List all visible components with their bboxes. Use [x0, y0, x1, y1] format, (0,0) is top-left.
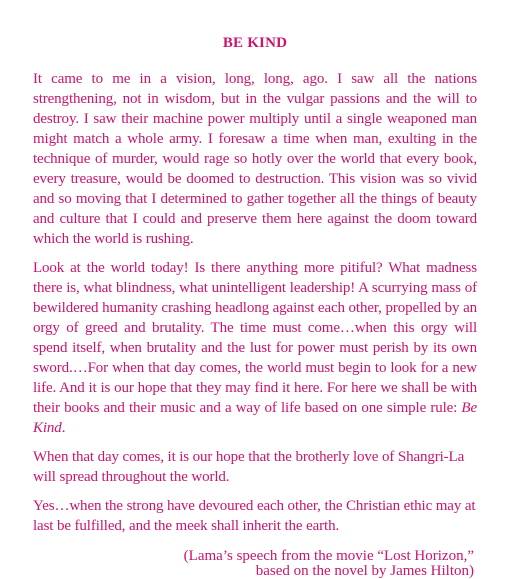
paragraph-world-today-text: Look at the world today! Is there anything more pitiful? What madness there is, what blindness, what unintelligent leadership! A scurrying mass of bewildered humanity crashing headlong against each other, propelled by an orgy of greed and brutality. The time must come…when this orgy will spend itself, when brutality and the lust for power must perish by its own sword.…For when that day comes, the world must begin to look for a new life. And it is our hope that they may find it here. For here we shall be with their books and their music and a way of life based on one simple rule: [33, 260, 477, 416]
paragraph-brotherly-love: When that day comes, it is our hope that the brotherly love of Shangri-La will spread throughout the world. [33, 449, 465, 485]
be-kind-emphasis: Be Kind [33, 400, 477, 436]
attribution-line-1: (Lama’s speech from the movie “Lost Horizon,” [183, 548, 474, 564]
paragraph-world-today-end: . [61, 420, 66, 436]
paragraph-meek: Yes…when the strong have devoured each other, the Christian ethic may at last be fulfilled, and the meek shall inherit the earth. [33, 498, 476, 534]
paragraph-vision: It came to me in a vision, long, long, ago. I saw all the nations strengthening, not in wisdom, but in the vulgar passions and the will to destroy. I saw their machine power multiply until a single weaponed man might match a whole army. I foresaw a time when man, exulting in the technique of murder, would rage so hotly over the world that every book, every treasure, would be doomed to destruction. This vision was so vivid and so moving that I determined to gather together all the things of beauty and culture that I could and preserve them here against the doom toward which the world is rushing. [33, 71, 477, 247]
attribution [33, 549, 477, 579]
paragraph-world-today [33, 258, 477, 438]
page-title: BE KIND [222, 35, 288, 51]
attribution-line-2: based on the novel by James Hilton) [255, 563, 474, 579]
